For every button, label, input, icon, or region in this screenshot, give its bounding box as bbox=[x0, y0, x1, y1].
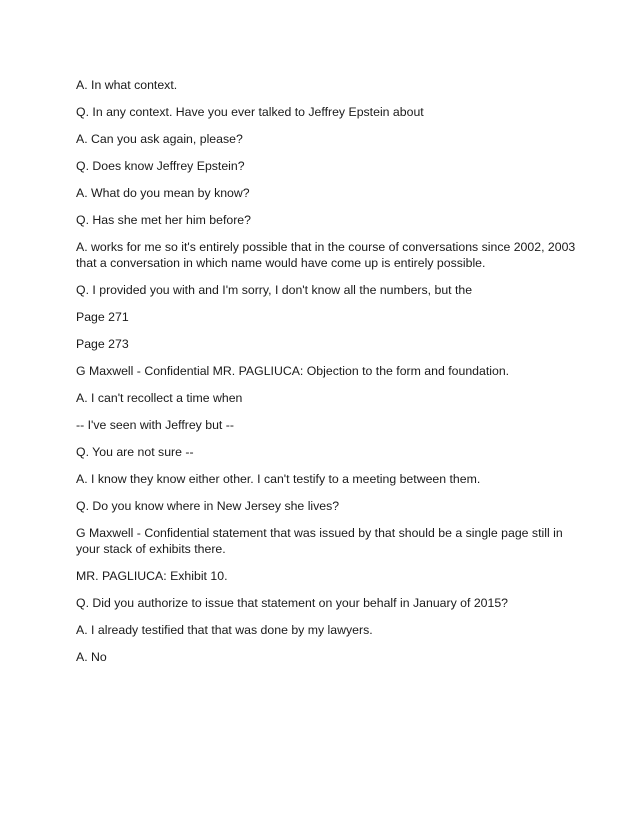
transcript-line: Q. Did you authorize to issue that statement on your behalf in January of 2015? bbox=[76, 596, 509, 610]
transcript-line: Q. Has she met her him before? bbox=[76, 213, 251, 227]
transcript-line: Q. In any context. Have you ever talked to Jeffrey Epstein about bbox=[76, 105, 424, 119]
transcript-line: Q. I provided you with and I'm sorry, I don't know all the numbers, but the bbox=[76, 283, 473, 297]
transcript-line: A. In what context. bbox=[76, 78, 178, 92]
transcript-line: Q. You are not sure -- bbox=[76, 445, 194, 459]
transcript-line: A. I know they know either other. I can't testify to a meeting between them. bbox=[76, 472, 481, 486]
transcript-line: A. I already testified that that was done by my lawyers. bbox=[76, 623, 373, 637]
transcript-line: A. What do you mean by know? bbox=[76, 186, 250, 200]
transcript-line: Q. Do you know where in New Jersey she lives? bbox=[76, 499, 340, 513]
page-number-line: Page 271 bbox=[76, 310, 129, 324]
transcript-line: A. I can't recollect a time when bbox=[76, 391, 243, 405]
transcript-line: G Maxwell - Confidential MR. PAGLIUCA: Objection to the form and foundation. bbox=[76, 364, 510, 378]
transcript-line: A. No bbox=[76, 650, 107, 664]
transcript-line: -- I've seen with Jeffrey but -- bbox=[76, 418, 234, 432]
page-number-line: Page 273 bbox=[76, 337, 129, 351]
transcript-line: G Maxwell - Confidential statement that was issued by that should be a single page still in your stack of exhibits there. bbox=[76, 526, 563, 556]
transcript-line: MR. PAGLIUCA: Exhibit 10. bbox=[76, 569, 228, 583]
transcript-line: A. works for me so it's entirely possible that in the course of conversations since 2002, 2003 that a conversation in which name would have come up is entirely possible. bbox=[76, 240, 576, 270]
transcript-line: A. Can you ask again, please? bbox=[76, 132, 243, 146]
transcript-line: Q. Does know Jeffrey Epstein? bbox=[76, 159, 245, 173]
